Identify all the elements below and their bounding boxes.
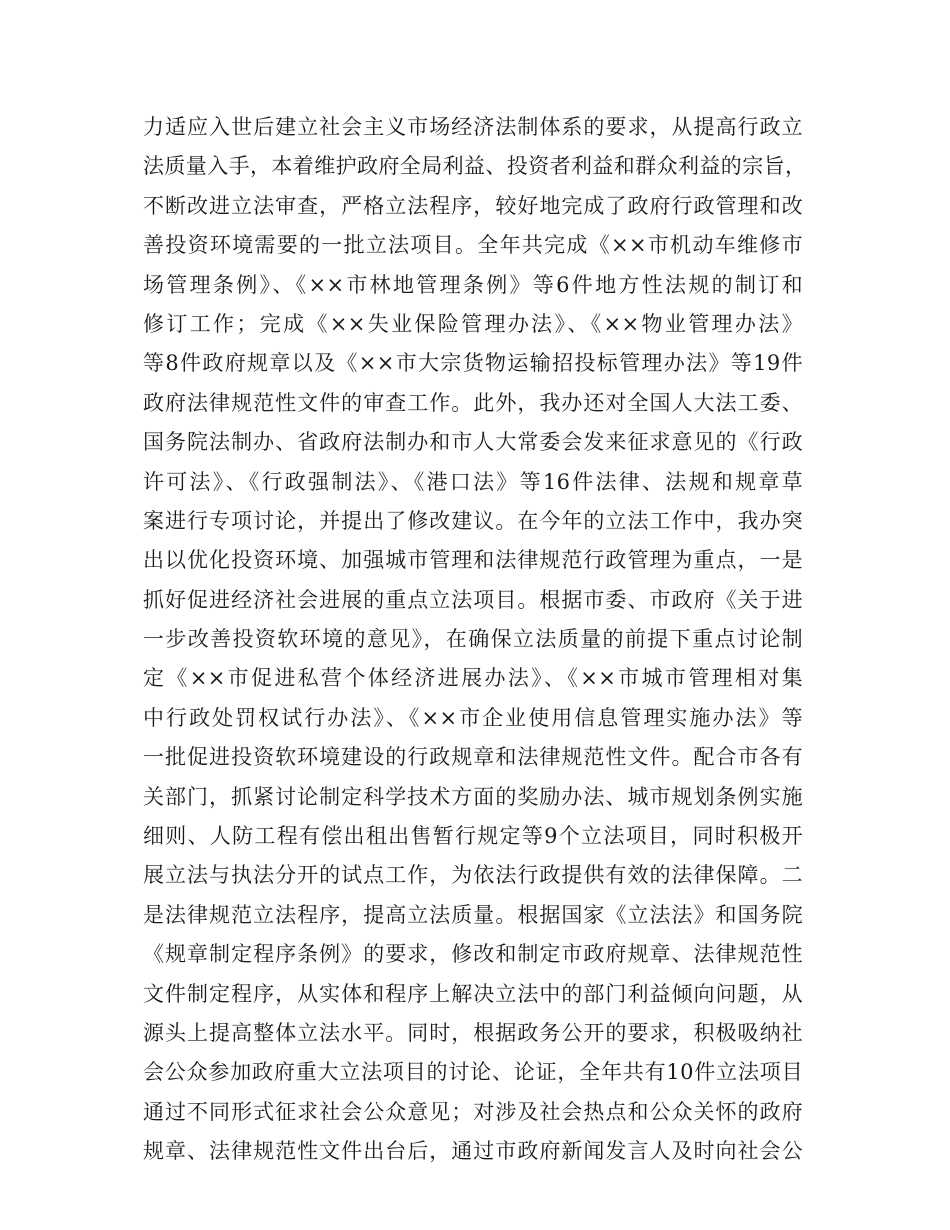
text-line: 抓好促进经济社会进展的重点立法项目。根据市委、市政府《关于进 [143, 587, 803, 612]
text-line: 政府法律规范性文件的审查工作。此外，我办还对全国人大法工委、 [143, 390, 803, 415]
text-line: 规章、法律规范性文件出台后，通过市政府新闻发言人及时向社会公 [143, 1139, 803, 1164]
text-line: 中行政处罚权试行办法》、《××市企业使用信息管理实施办法》等 [143, 705, 803, 730]
text-line: 许可法》、《行政强制法》、《港口法》等16件法律、法规和规章草 [143, 469, 803, 494]
text-line: 善投资环境需要的一批立法项目。全年共完成《××市机动车维修市 [143, 233, 803, 258]
text-line: 出以优化投资环境、加强城市管理和法律规范行政管理为重点，一是 [143, 548, 803, 573]
text-line: 文件制定程序，从实体和程序上解决立法中的部门利益倾向问题，从 [143, 981, 803, 1006]
text-line: 法质量入手，本着维护政府全局利益、投资者利益和群众利益的宗旨， [143, 154, 807, 179]
text-line: 力适应入世后建立社会主义市场经济法制体系的要求，从提高行政立 [143, 115, 803, 139]
text-line: 国务院法制办、省政府法制办和市人大常委会发来征求意见的《行政 [143, 430, 803, 455]
text-line: 展立法与执法分开的试点工作，为依法行政提供有效的法律保障。二 [143, 863, 803, 888]
text-line: 一步改善投资软环境的意见》，在确保立法质量的前提下重点讨论制 [143, 627, 803, 652]
text-line: 《规章制定程序条例》的要求，修改和制定市政府规章、法律规范性 [143, 942, 803, 967]
text-line: 修订工作；完成《××失业保险管理办法》、《××物业管理办法》 [143, 311, 803, 336]
text-line: 关部门，抓紧讨论制定科学技术方面的奖励办法、城市规划条例实施 [143, 784, 803, 809]
text-line: 不断改进立法审查，严格立法程序，较好地完成了政府行政管理和改 [143, 193, 803, 218]
text-line: 一批促进投资软环境建设的行政规章和法律规范性文件。配合市各有 [143, 745, 803, 770]
text-line: 是法律规范立法程序，提高立法质量。根据国家《立法法》和国务院 [143, 902, 803, 927]
text-line: 定《××市促进私营个体经济进展办法》、《××市城市管理相对集 [143, 666, 803, 691]
text-line: 等8件政府规章以及《××市大宗货物运输招投标管理办法》等19件 [143, 351, 803, 376]
body-paragraph [143, 108, 807, 1172]
text-line: 源头上提高整体立法水平。同时，根据政务公开的要求，积极吸纳社 [143, 1020, 803, 1045]
text-line: 案进行专项讨论，并提出了修改建议。在今年的立法工作中，我办突 [143, 508, 803, 533]
text-line: 通过不同形式征求社会公众意见；对涉及社会热点和公众关怀的政府 [143, 1099, 803, 1124]
text-line: 场管理条例》、《××市林地管理条例》等6件地方性法规的制订和 [143, 272, 803, 297]
text-line: 细则、人防工程有偿出租出售暂行规定等9个立法项目，同时积极开 [143, 824, 803, 849]
text-line: 会公众参加政府重大立法项目的讨论、论证，全年共有10件立法项目 [143, 1060, 803, 1085]
